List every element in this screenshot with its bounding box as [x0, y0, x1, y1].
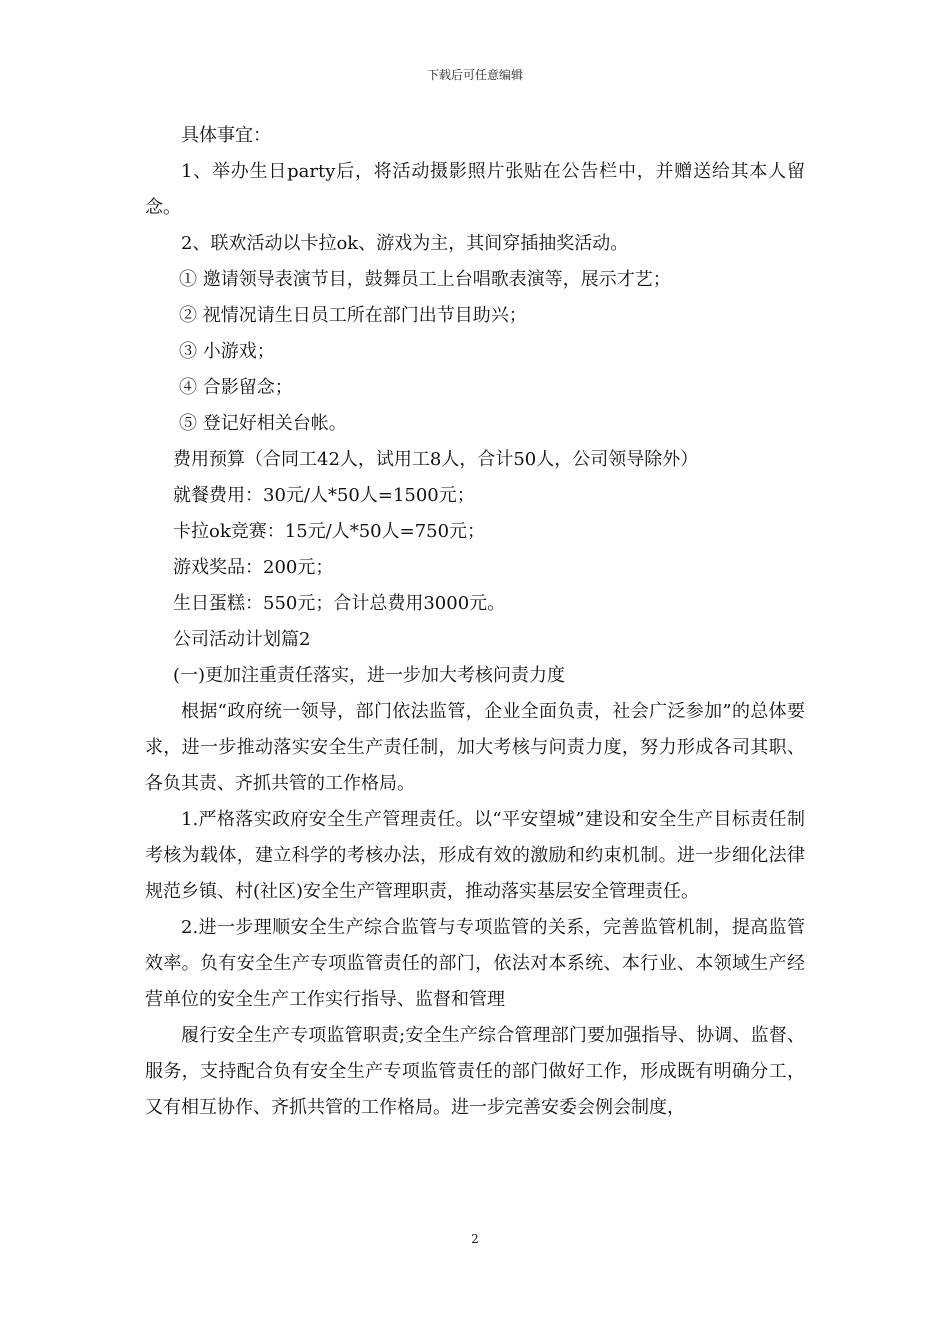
subsection-heading: (一)更加注重责任落实，进一步加大考核问责力度: [173, 665, 566, 686]
paragraph: 1、举办生日party后，将活动摄影照片张贴在公告栏中，并赠送给其本人留念。: [145, 161, 805, 218]
list-item: ⑤ 登记好相关台帐。: [179, 413, 347, 434]
paragraph: 2、联欢活动以卡拉ok、游戏为主，其间穿插抽奖活动。: [181, 233, 629, 254]
budget-line: 生日蛋糕：550元；合计总费用3000元。: [173, 593, 506, 614]
page-header: 下载后可任意编辑: [426, 68, 523, 82]
list-item: ② 视情况请生日员工所在部门出节目助兴；: [179, 305, 527, 326]
budget-line: 费用预算（合同工42人，试用工8人，合计50人，公司领导除外）: [173, 449, 699, 470]
paragraph: 根据“政府统一领导，部门依法监管，企业全面负责，社会广泛参加”的总体要求，进一步推动落实安全生产责任制，加大考核与问责力度，努力形成各司其职、各负其责、齐抓共管的工作格局。: [145, 701, 805, 794]
page-number: 2: [471, 1232, 479, 1246]
budget-line: 游戏奖品：200元；: [173, 557, 334, 578]
paragraph: 1.严格落实政府安全生产管理责任。以“平安望城”建设和安全生产目标责任制考核为载体，建立科学的考核办法，形成有效的激励和约束机制。进一步细化法律规范乡镇、村(社区)安全生产管理职责，推动落实基层安全管理责任。: [145, 809, 805, 902]
budget-line: 卡拉ok竞赛：15元/人*50人=750元；: [173, 521, 486, 542]
document-body: [145, 118, 805, 1126]
list-item: ④ 合影留念；: [179, 377, 293, 398]
budget-line: 就餐费用：30元/人*50人=1500元；: [173, 485, 475, 506]
paragraph: 具体事宜：: [181, 125, 271, 146]
section-heading: 公司活动计划篇2: [173, 629, 311, 650]
list-item: ③ 小游戏；: [179, 341, 275, 362]
list-item: ① 邀请领导表演节目，鼓舞员工上台唱歌表演等，展示才艺；: [179, 269, 671, 290]
paragraph: 2.进一步理顺安全生产综合监管与专项监管的关系，完善监管机制，提高监管效率。负有安全生产专项监管责任的部门，依法对本系统、本行业、本领域生产经营单位的安全生产工作实行指导、监督和管理: [145, 917, 805, 1010]
paragraph: 履行安全生产专项监管职责;安全生产综合管理部门要加强指导、协调、监督、服务，支持配合负有安全生产专项监管责任的部门做好工作，形成既有明确分工，又有相互协作、齐抓共管的工作格局。进一步完善安委会例会制度，: [145, 1025, 805, 1118]
